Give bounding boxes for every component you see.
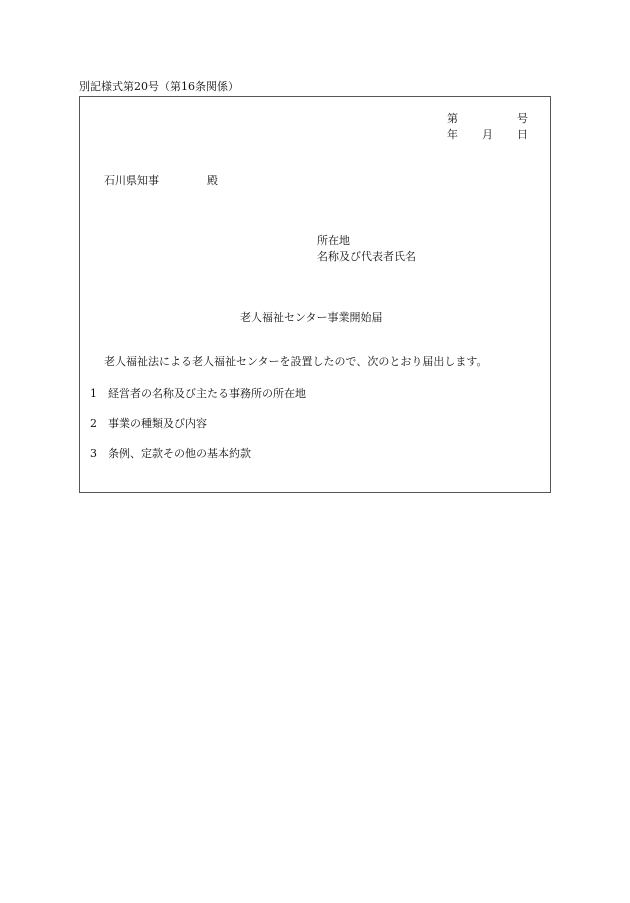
- number-dai: 第: [447, 112, 458, 125]
- applicant-address-label: 所在地: [317, 234, 350, 247]
- date-month: 月: [482, 128, 493, 141]
- document-title: 老人福祉センター事業開始届: [240, 311, 383, 324]
- addressee-honorific: 殿: [207, 174, 218, 187]
- addressee-governor: 石川県知事: [104, 174, 159, 187]
- form-label: 別記様式第20号（第16条関係）: [79, 80, 239, 93]
- item-number: 1: [90, 387, 97, 400]
- form-frame: [79, 96, 551, 493]
- item-text: 条例、定款その他の基本約款: [108, 447, 251, 460]
- number-go: 号: [517, 112, 528, 125]
- item-text: 事業の種類及び内容: [108, 417, 207, 430]
- body-text: 老人福祉法による老人福祉センターを設置したので、次のとおり届出します。: [104, 355, 488, 368]
- item-number: 3: [90, 447, 97, 460]
- item-text: 経営者の名称及び主たる事務所の所在地: [108, 387, 306, 400]
- date-day: 日: [517, 128, 528, 141]
- applicant-name-label: 名称及び代表者氏名: [317, 250, 416, 263]
- item-number: 2: [90, 417, 97, 430]
- date-year: 年: [447, 128, 458, 141]
